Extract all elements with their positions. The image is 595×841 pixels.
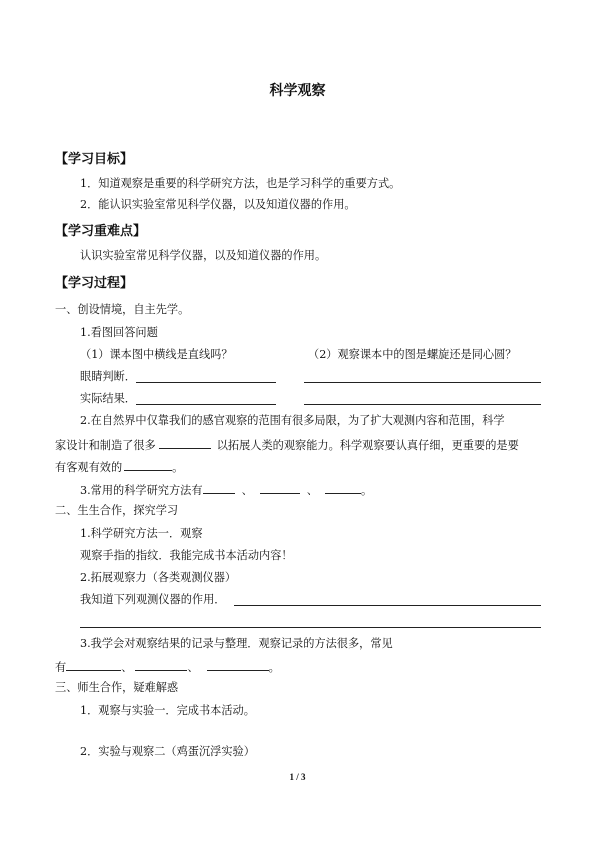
eye-answer-blank-2[interactable]: [304, 382, 541, 383]
experiment-2: 2．实验与观察二（鸡蛋沉浮实验）: [80, 745, 255, 758]
q3-blank-3[interactable]: [325, 482, 361, 494]
part1-heading: 一、创设情境，自主先学。: [55, 303, 190, 316]
q2-blank-2[interactable]: [124, 459, 172, 471]
key-points-text: 认识实验室常见科学仪器，以及知道仪器的作用。: [80, 249, 327, 262]
instrument-answer-blank-2[interactable]: [80, 627, 541, 628]
method-2-text: 我知道下列观测仪器的作用．: [80, 593, 226, 606]
question-2-line1: 2.在自然界中仅靠我们的感官观察的范围有很多局限，为了扩大观测内容和范围，科学: [80, 414, 505, 427]
result-answer-blank[interactable]: [136, 404, 276, 405]
m3-blank-3[interactable]: [207, 659, 269, 671]
q2-blank-1[interactable]: [159, 437, 211, 449]
q2-text-d: 。: [172, 461, 184, 474]
question-2-line2: [55, 437, 519, 453]
method-3-line2: [55, 659, 280, 675]
goal-item-1: 1．知道观察是重要的科学研究方法，也是学习科学的重要方式。: [80, 177, 401, 190]
m3-blank-1[interactable]: [66, 659, 121, 671]
q3-sep-2: 、: [306, 484, 318, 497]
eye-answer-blank[interactable]: [136, 382, 276, 383]
q3-blank-1[interactable]: [203, 482, 235, 494]
m3-sep-2: 、: [187, 661, 199, 674]
method-2: 2.拓展观察力（各类观测仪器）: [80, 571, 237, 584]
q2-text-a: 家设计和制造了很多: [55, 439, 156, 452]
q2-text-b: 以拓展人类的观察能力。科学观察要认真仔细，更重要的是要: [216, 439, 519, 452]
q3-end: 。: [360, 484, 373, 497]
question-1a: （1）课本图中横线是直线吗？: [80, 348, 233, 361]
result-answer-blank-2[interactable]: [304, 404, 541, 405]
m3-sep-1: 、: [121, 661, 133, 674]
q3-sep-1: 、: [241, 484, 253, 497]
m3-text: 有: [55, 661, 67, 674]
m3-end: 。: [268, 661, 280, 674]
question-3: [80, 482, 372, 498]
question-1b: （2）观察课本中的图是螺旋还是同心圆？: [308, 348, 517, 361]
goal-item-2: 2．能认识实验室常见科学仪器，以及知道仪器的作用。: [80, 198, 356, 211]
method-1: 1.科学研究方法一．观察: [80, 527, 203, 540]
question-1: 1.看图回答问题: [80, 326, 158, 339]
q2-text-c: 有客观有效的: [55, 461, 123, 474]
section-heading-goals: 【学习目标】: [55, 152, 134, 167]
q3-text: 3.常用的科学研究方法有: [80, 484, 203, 497]
question-2-line3: [55, 459, 183, 475]
m3-blank-2[interactable]: [135, 659, 187, 671]
experiment-1: 1．观察与实验一．完成书本活动。: [80, 704, 255, 717]
section-heading-process: 【学习过程】: [55, 276, 134, 291]
part2-heading: 二、生生合作，探究学习: [55, 504, 179, 517]
eye-judgement-label: 眼睛判断．: [80, 370, 136, 383]
method-3: 3.我学会对观察结果的记录与整理．观察记录的方法很多，常见: [80, 637, 393, 650]
page-number: 1 / 3: [289, 772, 306, 782]
page-title: 科学观察: [269, 83, 326, 99]
method-1-text: 观察手指的指纹．我能完成书本活动内容！: [80, 549, 293, 562]
part3-heading: 三、师生合作，疑难解惑: [55, 681, 179, 694]
section-heading-key-points: 【学习重难点】: [55, 224, 147, 239]
q3-blank-2[interactable]: [260, 482, 300, 494]
instrument-answer-blank-1[interactable]: [234, 605, 541, 606]
actual-result-label: 实际结果．: [80, 392, 136, 405]
